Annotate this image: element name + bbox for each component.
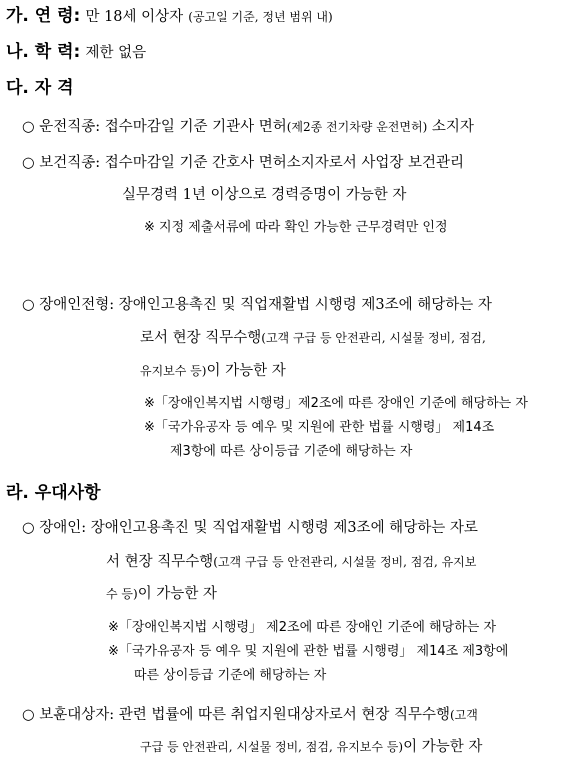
bullet-circle-icon: ○ xyxy=(22,520,35,536)
bullet-circle-icon: ○ xyxy=(22,297,35,313)
driving-row xyxy=(22,120,474,135)
veteran-line2 xyxy=(140,740,482,755)
age-row xyxy=(6,8,333,25)
pref-disabled-note2b: 따른 상이등급 기준에 해당하는 자 xyxy=(134,668,327,683)
health-label: 보건직종: xyxy=(39,155,101,171)
bullet-circle-icon: ○ xyxy=(22,119,35,135)
driving-text: 접수마감일 기준 기관사 면허 xyxy=(104,119,287,135)
pref-disabled-line3b: 이 가능한 자 xyxy=(137,586,217,602)
health-row xyxy=(22,156,464,171)
driving-note: (제2종 전기차량 운전면허) xyxy=(286,120,428,134)
disabled-track-note2b: 제3항에 따른 상이등급 기준에 해당하는 자 xyxy=(170,444,413,459)
pref-disabled-row xyxy=(22,521,478,536)
veteran-label: 보훈대상자: xyxy=(39,707,115,723)
pref-disabled-note2a: ※「국가유공자 등 예우 및 지원에 관한 법률 시행령」 제14조 제3항에 xyxy=(108,644,509,659)
qualification-heading: 다. 자 격 xyxy=(6,78,74,98)
disabled-track-note1: ※「장애인복지법 시행령」제2조에 따른 장애인 기준에 해당하는 자 xyxy=(144,396,528,411)
veteran-row xyxy=(22,708,478,723)
veteran-line2b: 이 가능한 자 xyxy=(403,739,483,755)
disabled-track-note2a: ※「국가유공자 등 예우 및 지원에 관한 법률 시행령」 제14조 xyxy=(144,420,495,435)
disabled-track-line2a: 로서 현장 직무수행 xyxy=(140,330,262,346)
pref-disabled-line3 xyxy=(106,587,217,602)
health-line1: 접수마감일 기준 간호사 면허소지자로서 사업장 보건관리 xyxy=(104,155,465,171)
health-note: ※ 지정 제출서류에 따라 확인 가능한 근무경력만 인정 xyxy=(144,220,448,235)
disabled-track-line3a: 유지보수 등) xyxy=(140,364,207,378)
disabled-track-line2b: (고객 구급 등 안전관리, 시설물 정비, 점검, xyxy=(261,331,486,345)
disabled-track-line2 xyxy=(140,331,486,346)
preference-heading: 라. 우대사항 xyxy=(6,483,101,503)
veteran-line1b: (고객 xyxy=(450,708,478,722)
age-label: 가. 연 령: xyxy=(6,6,81,26)
education-label: 나. 학 력: xyxy=(6,42,81,62)
bullet-circle-icon: ○ xyxy=(22,707,35,723)
health-line2: 실무경력 1년 이상으로 경력증명이 가능한 자 xyxy=(122,187,407,203)
disabled-track-line3b: 이 가능한 자 xyxy=(206,363,286,379)
pref-disabled-line2b: (고객 구급 등 안전관리, 시설물 정비, 점검, 유지보 xyxy=(213,555,477,569)
driving-tail: 소지자 xyxy=(431,119,474,135)
veteran-line1a: 관련 법률에 따른 취업지원대상자로서 현장 직무수행 xyxy=(118,707,450,723)
pref-disabled-label: 장애인: xyxy=(39,520,87,536)
age-text: 만 18세 이상자 xyxy=(85,9,184,25)
bullet-circle-icon: ○ xyxy=(22,155,35,171)
disabled-track-line1: 장애인고용촉진 및 직업재활법 시행령 제3조에 해당하는 자 xyxy=(118,297,492,313)
education-text: 제한 없음 xyxy=(85,45,147,61)
pref-disabled-line2 xyxy=(106,555,476,570)
pref-disabled-note1: ※「장애인복지법 시행령」 제2조에 따른 장애인 기준에 해당하는 자 xyxy=(108,620,497,635)
pref-disabled-line3a: 수 등) xyxy=(106,587,138,601)
disabled-track-label: 장애인전형: xyxy=(39,297,115,313)
disabled-track-row xyxy=(22,298,492,313)
disabled-track-line3 xyxy=(140,364,286,379)
age-note: (공고일 기준, 정년 범위 내) xyxy=(188,10,333,24)
pref-disabled-line2a: 서 현장 직무수행 xyxy=(106,554,214,570)
veteran-line2a: 구급 등 안전관리, 시설물 정비, 점검, 유지보수 등) xyxy=(140,740,404,754)
pref-disabled-line1: 장애인고용촉진 및 직업재활법 시행령 제3조에 해당하는 자로 xyxy=(90,520,478,536)
driving-label: 운전직종: xyxy=(39,119,101,135)
education-row xyxy=(6,44,146,61)
